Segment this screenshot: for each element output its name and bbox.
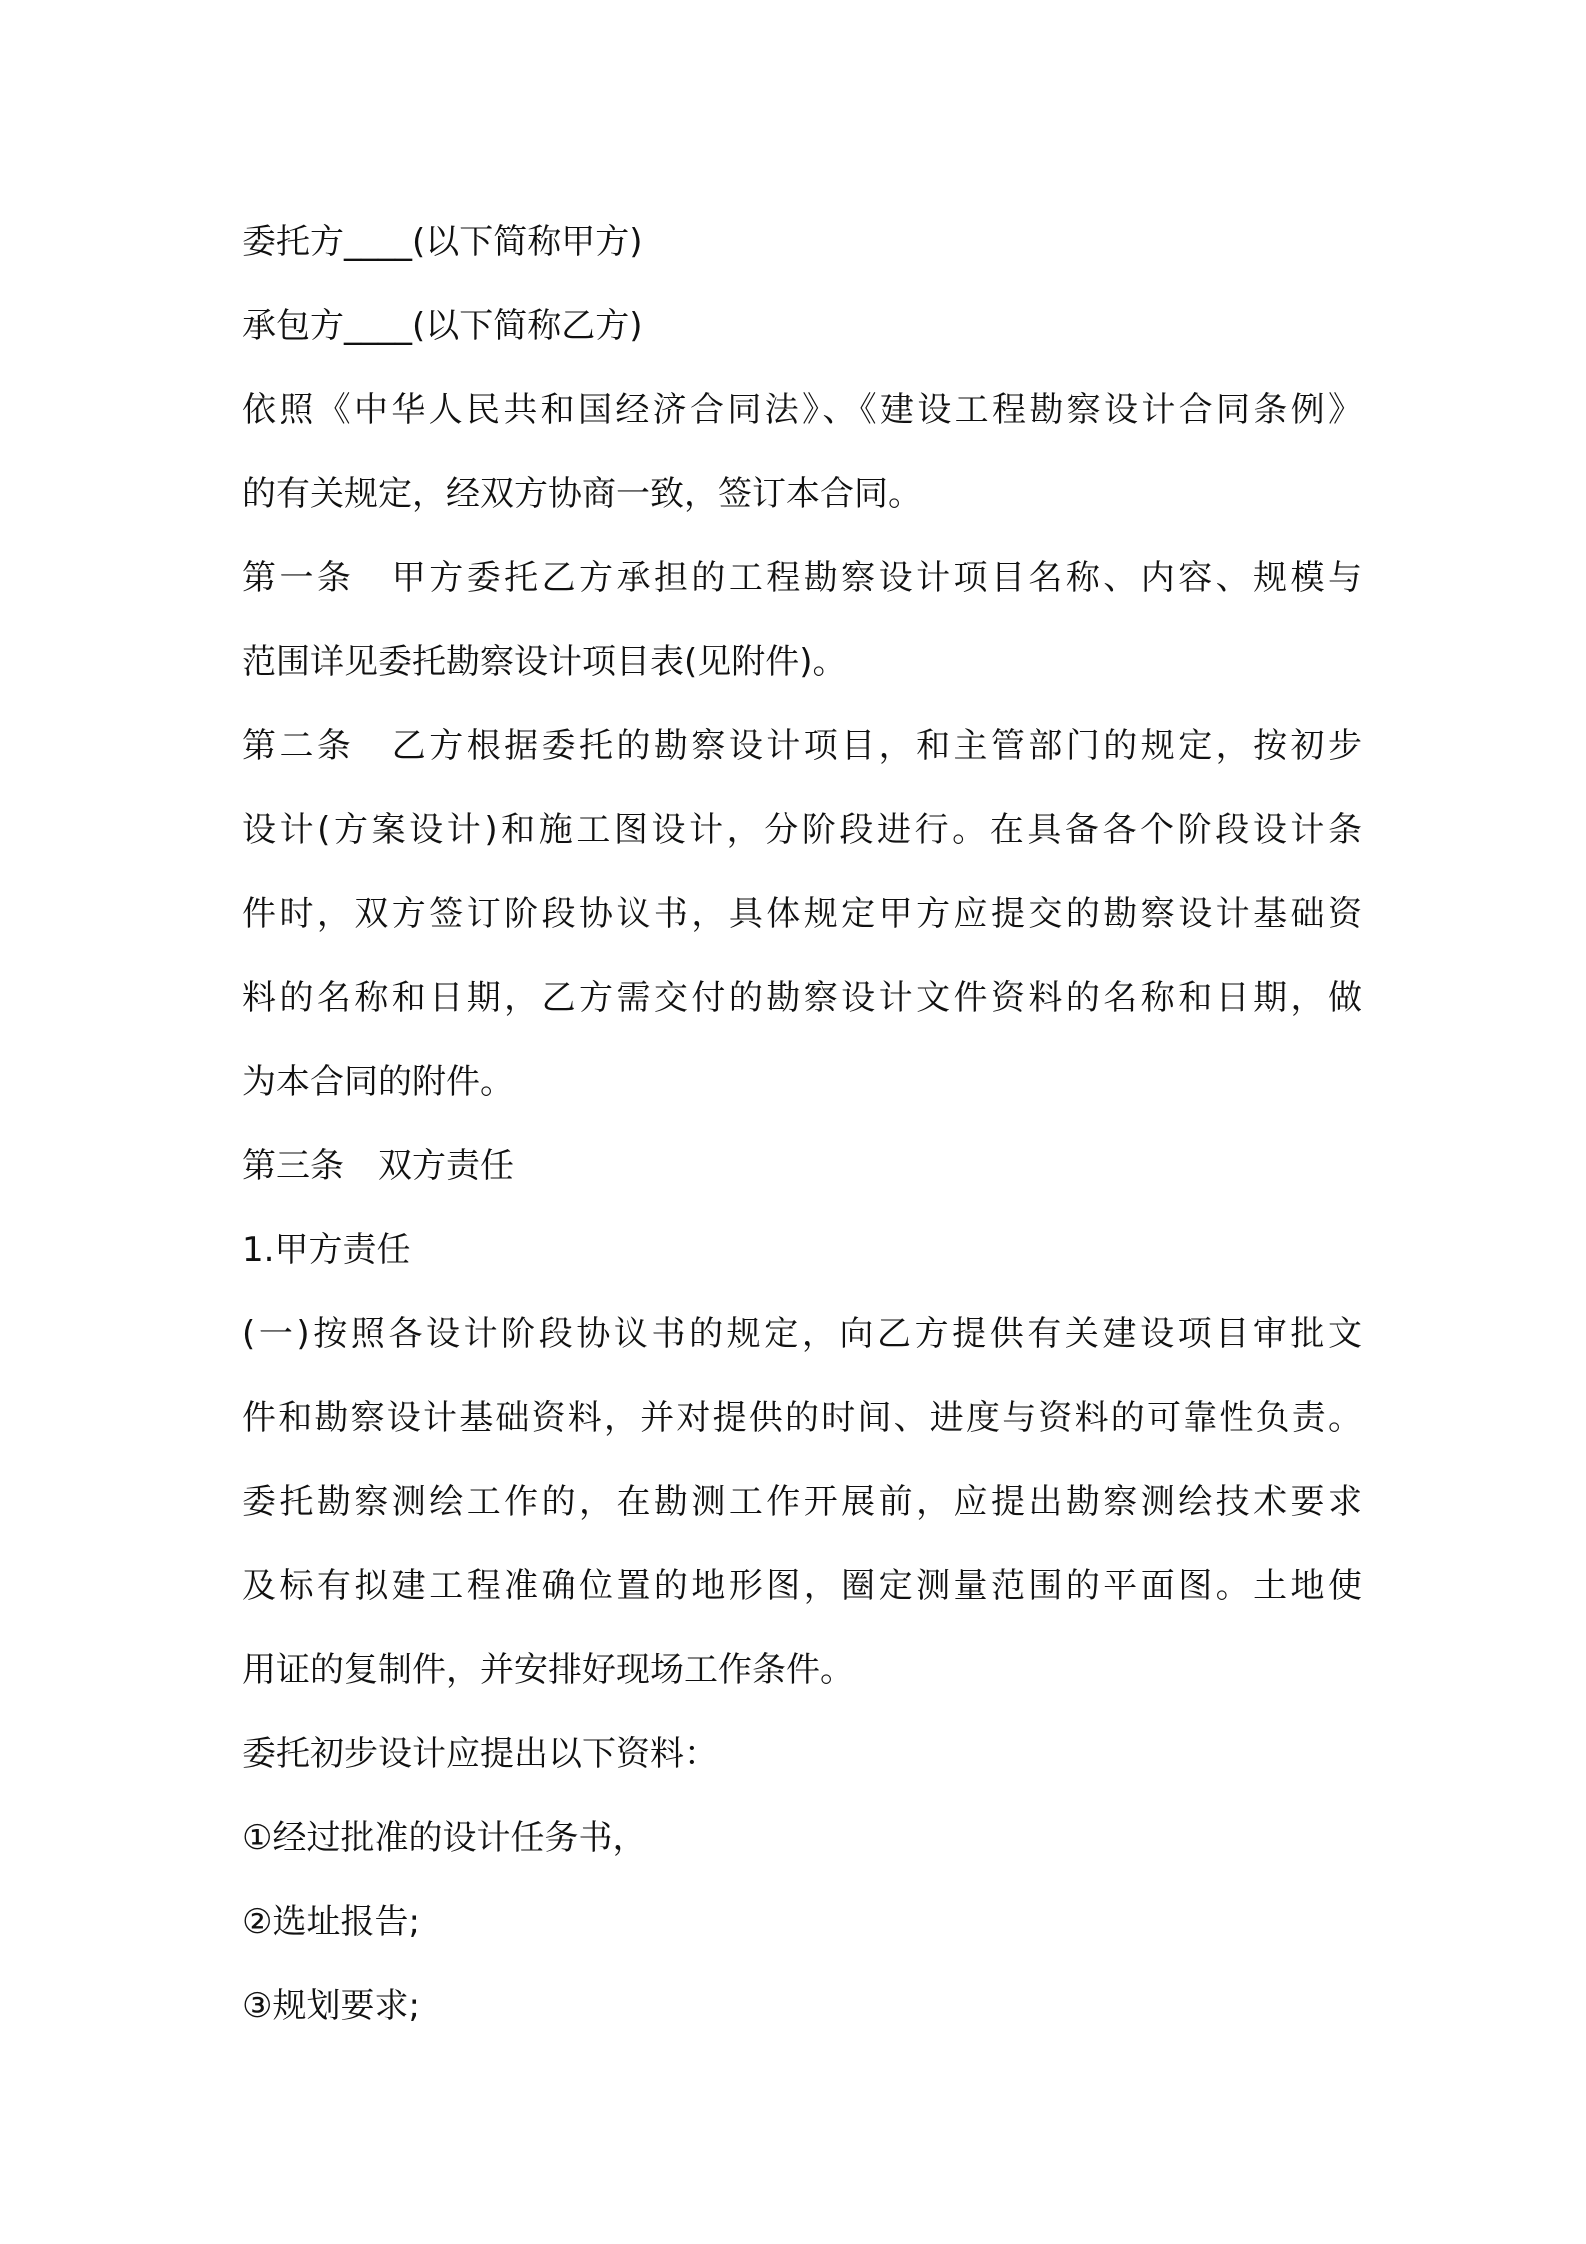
clause-1-line-1: (一)按照各设计阶段协议书的规定，向乙方提供有关建设项目审批文 <box>242 1314 1362 1354</box>
article-2-line-1: 第二条 乙方根据委托的勘察设计项目，和主管部门的规定，按初步 <box>242 726 1362 766</box>
article-3-heading: 第三条 双方责任 <box>242 1146 514 1186</box>
material-item-1: ①经过批准的设计任务书， <box>242 1818 647 1858</box>
text-line-client: 委托方____(以下简称甲方) <box>242 222 643 262</box>
article-2-line-4: 料的名称和日期，乙方需交付的勘察设计文件资料的名称和日期，做 <box>242 978 1362 1018</box>
clause-1-line-3: 委托勘察测绘工作的，在勘测工作开展前，应提出勘察测绘技术要求 <box>242 1482 1362 1522</box>
text-line-basis-cont: 的有关规定，经双方协商一致，签订本合同。 <box>242 474 922 514</box>
article-1-line-2: 范围详见委托勘察设计项目表(见附件)。 <box>242 642 847 682</box>
clause-1-line-2: 件和勘察设计基础资料，并对提供的时间、进度与资料的可靠性负责。 <box>242 1398 1362 1438</box>
article-2-line-2: 设计(方案设计)和施工图设计，分阶段进行。在具备各个阶段设计条 <box>242 810 1362 850</box>
materials-intro: 委托初步设计应提出以下资料： <box>242 1734 718 1774</box>
article-2-line-5: 为本合同的附件。 <box>242 1062 514 1102</box>
text-line-basis: 依照《中华人民共和国经济合同法》、《建设工程勘察设计合同条例》 <box>242 390 1362 430</box>
text-line-contractor: 承包方____(以下简称乙方) <box>242 306 643 346</box>
material-item-3: ③规划要求; <box>242 1986 420 2026</box>
material-item-2: ②选址报告; <box>242 1902 420 1942</box>
contract-text <box>242 200 1362 2048</box>
clause-1-line-5: 用证的复制件，并安排好现场工作条件。 <box>242 1650 854 1690</box>
party-a-responsibility-heading: 1.甲方责任 <box>242 1230 411 1270</box>
clause-1-line-4: 及标有拟建工程准确位置的地形图，圈定测量范围的平面图。土地使 <box>242 1566 1362 1606</box>
article-2-line-3: 件时，双方签订阶段协议书，具体规定甲方应提交的勘察设计基础资 <box>242 894 1362 934</box>
article-1-line-1: 第一条 甲方委托乙方承担的工程勘察设计项目名称、内容、规模与 <box>242 558 1362 598</box>
